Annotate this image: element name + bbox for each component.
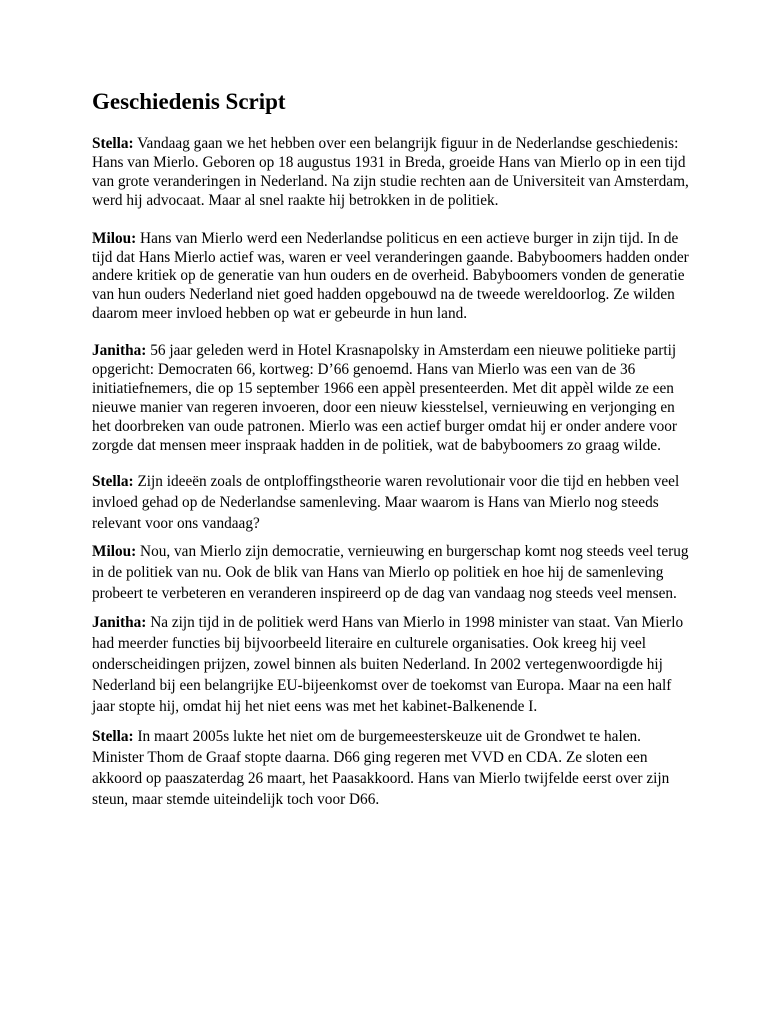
paragraph-text: Nou, van Mierlo zijn democratie, vernieuwing en burgerschap komt nog steeds veel terug in de politiek van nu. Ook de blik van Hans van Mierlo op politiek en hoe hij de samenleving probeert te verbeteren en veranderen inspireerd op de dag van vandaag nog steeds veel mensen. — [92, 542, 689, 602]
speaker-name: Stella: — [92, 135, 134, 152]
document-page — [92, 88, 692, 810]
speaker-name: Milou: — [92, 542, 137, 560]
paragraph-text: 56 jaar geleden werd in Hotel Krasnapolsky in Amsterdam een nieuwe politieke partij opgericht: Democraten 66, kortweg: D’66 genoemd. Hans van Mierlo was een van de 36 initiatiefnemers, die op 15 september 1966 een appèl presenteerden. Met dit appèl wilde ze een nieuwe manier van regeren invoeren, door een nieuw kiesstelsel, vernieuwing en verjonging en het doorbreken van oude patronen. Mierlo was een actief burger omdat hij er onder andere voor zorgde dat mensen meer inspraak hadden in de politiek, wat de babyboomers zo graag wilde. — [92, 342, 678, 454]
speaker-name: Milou: — [92, 229, 137, 247]
speaker-name: Stella: — [92, 727, 134, 745]
script-paragraph — [92, 230, 692, 325]
paragraph-text: In maart 2005s lukte het niet om de burgemeesterskeuze uit de Grondwet te halen. Minister Thom de Graaf stopte daarna. D66 ging regeren met VVD en CDA. Ze sloten een akkoord op paaszaterdag 26 maart, het Paasakkoord. Hans van Mierlo twijfelde eerst over zijn steun, maar stemde uiteindelijk toch voor D66. — [92, 727, 670, 808]
script-paragraph — [92, 135, 692, 211]
script-paragraph — [92, 612, 692, 717]
script-paragraph — [92, 726, 692, 810]
paragraph-text: Vandaag gaan we het hebben over een belangrijk figuur in de Nederlandse geschiedenis: Hans van Mierlo. Geboren op 18 augustus 1931 in Breda, groeide Hans van Mierlo op in een tijd van grote veranderingen in Nederland. Na zijn studie rechten aan de Universiteit van Amsterdam, werd hij advocaat. Maar al snel raakte hij betrokken in de politiek. — [92, 135, 689, 209]
speaker-name: Janitha: — [92, 342, 147, 360]
speaker-name: Janitha: — [92, 613, 147, 631]
paragraph-text: Na zijn tijd in de politiek werd Hans van Mierlo in 1998 minister van staat. Van Mierlo had meerder functies bij bijvoorbeeld literaire en culturele organisaties. Ook kreeg hij veel onderscheidingen prijzen, zowel binnen als buiten Nederland. In 2002 vertegenwoordigde hij Nederland bij een belangrijke EU-bijeenkomst over de toekomst van Europa. Maar na een half jaar stopte hij, omdat hij het niet eens was met het kabinet-Balkenende I. — [92, 613, 684, 715]
script-paragraph — [92, 342, 692, 455]
document-title: Geschiedenis Script — [92, 89, 286, 114]
speaker-name: Stella: — [92, 472, 134, 490]
script-paragraph — [92, 541, 692, 604]
script-paragraph — [92, 471, 692, 534]
paragraph-text: Zijn ideeën zoals de ontploffingstheorie waren revolutionair voor die tijd en hebben veel invloed gehad op de Nederlandse samenleving. Maar waarom is Hans van Mierlo nog steeds relevant voor ons vandaag? — [92, 472, 680, 532]
paragraph-text: Hans van Mierlo werd een Nederlandse politicus en een actieve burger in zijn tijd. In de tijd dat Hans Mierlo actief was, waren er veel veranderingen gaande. Babyboomers hadden onder andere kritiek op de generatie van hun ouders en de overheid. Babyboomers vonden de generatie van hun ouders Nederland niet goed hadden opgebouwd na de tweede wereldoorlog. Ze wilden daarom meer invloed hebben op wat er gebeurde in hun land. — [92, 229, 689, 323]
